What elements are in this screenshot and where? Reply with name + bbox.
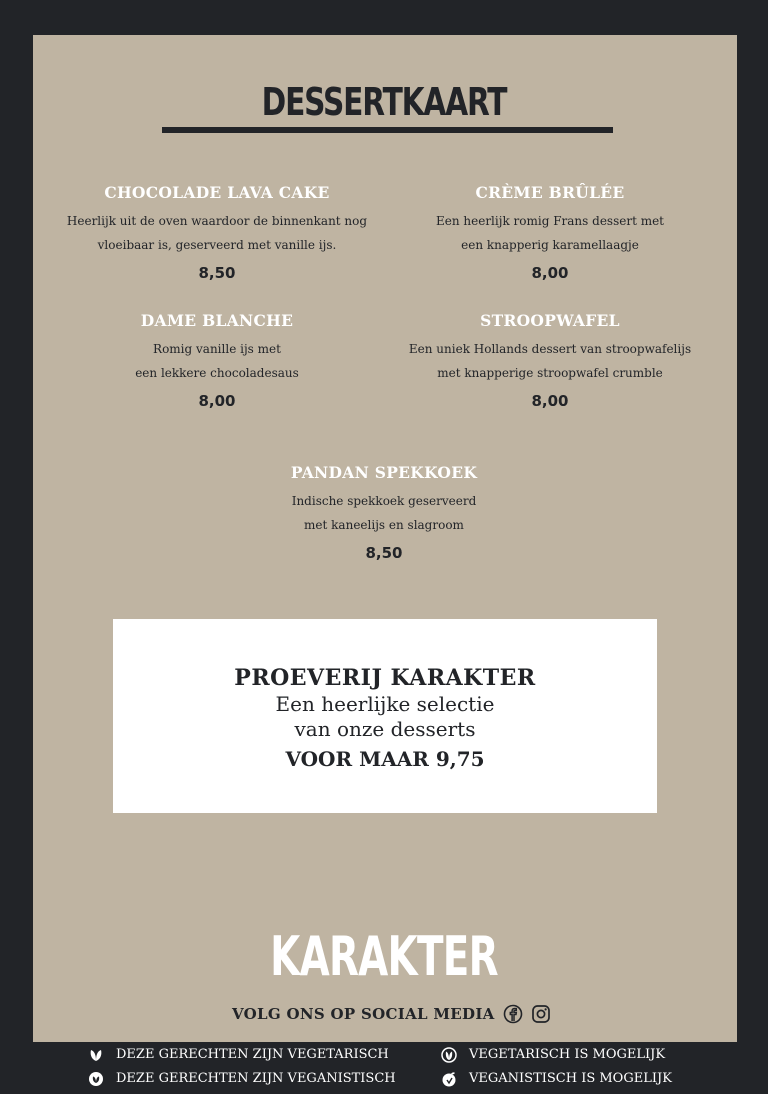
vegan-possible-icon bbox=[441, 1071, 457, 1087]
promo-line1: Een heerlijke selectie bbox=[275, 692, 495, 716]
item-description-line2: een knapperig karamellaagje bbox=[461, 238, 639, 252]
item-description-line1: Indische spekkoek geserveerd bbox=[291, 494, 477, 508]
legend-vegan-text: DEZE GERECHTEN ZIJN VEGANISTISCH bbox=[116, 1071, 396, 1086]
item-price: 8,00 bbox=[198, 392, 236, 410]
instagram-icon[interactable] bbox=[531, 1004, 551, 1024]
item-description-line2: vloeibaar is, geserveerd met vanille ijs. bbox=[97, 238, 337, 252]
item-price: 8,50 bbox=[198, 264, 236, 282]
item-price: 8,00 bbox=[531, 392, 569, 410]
item-description-line2: met knapperige stroopwafel crumble bbox=[437, 366, 663, 380]
legend-vegan-possible-text: VEGANISTISCH IS MOGELIJK bbox=[469, 1071, 672, 1086]
vegan-icon bbox=[88, 1071, 104, 1087]
promo-box bbox=[113, 619, 657, 813]
item-price: 8,50 bbox=[365, 544, 403, 562]
legend-vegan bbox=[88, 1070, 396, 1088]
social-row bbox=[232, 1002, 551, 1026]
item-name: PANDAN SPEKKOEK bbox=[290, 463, 478, 482]
item-name: STROOPWAFEL bbox=[480, 311, 620, 330]
title-underline bbox=[162, 127, 613, 133]
brand-logo: KARAKTER bbox=[270, 925, 498, 988]
item-description-line2: een lekkere chocoladesaus bbox=[135, 366, 299, 380]
legend-vegetarian-possible-text: VEGETARISCH IS MOGELIJK bbox=[469, 1047, 666, 1062]
legend-vegetarian-possible bbox=[441, 1046, 665, 1064]
menu-item-creme-brulee bbox=[390, 183, 710, 282]
menu-item-stroopwafel bbox=[390, 311, 710, 410]
leaf-icon bbox=[88, 1047, 104, 1063]
promo-title: PROEVERIJ KARAKTER bbox=[234, 665, 536, 691]
menu-item-pandan-spekkoek bbox=[224, 463, 544, 562]
menu-title: DESSERTKAART bbox=[261, 80, 507, 124]
legend-vegetarian bbox=[88, 1046, 389, 1064]
item-description-line2: met kaneelijs en slagroom bbox=[304, 518, 464, 532]
vegetarian-possible-icon bbox=[441, 1047, 457, 1063]
item-description-line1: Heerlijk uit de oven waardoor de binnenkant nog bbox=[66, 214, 368, 228]
item-name: CHOCOLADE LAVA CAKE bbox=[104, 183, 330, 202]
menu-item-chocolade-lava-cake bbox=[57, 183, 377, 282]
social-text: VOLG ONS OP SOCIAL MEDIA bbox=[232, 1005, 495, 1023]
item-name: DAME BLANCHE bbox=[140, 311, 294, 330]
item-description-line1: Een uniek Hollands dessert van stroopwafelijs bbox=[408, 342, 692, 356]
promo-line2: van onze desserts bbox=[294, 717, 476, 741]
menu-item-dame-blanche bbox=[57, 311, 377, 410]
promo-offer: VOOR MAAR 9,75 bbox=[285, 747, 485, 771]
facebook-icon[interactable] bbox=[503, 1004, 523, 1024]
legend-vegetarian-text: DEZE GERECHTEN ZIJN VEGETARISCH bbox=[116, 1047, 389, 1062]
item-description-line1: Romig vanille ijs met bbox=[153, 342, 281, 356]
item-price: 8,00 bbox=[531, 264, 569, 282]
item-name: CRÈME BRÛLÉE bbox=[475, 183, 625, 202]
item-description-line1: Een heerlijk romig Frans dessert met bbox=[435, 214, 665, 228]
legend-vegan-possible bbox=[441, 1070, 672, 1088]
